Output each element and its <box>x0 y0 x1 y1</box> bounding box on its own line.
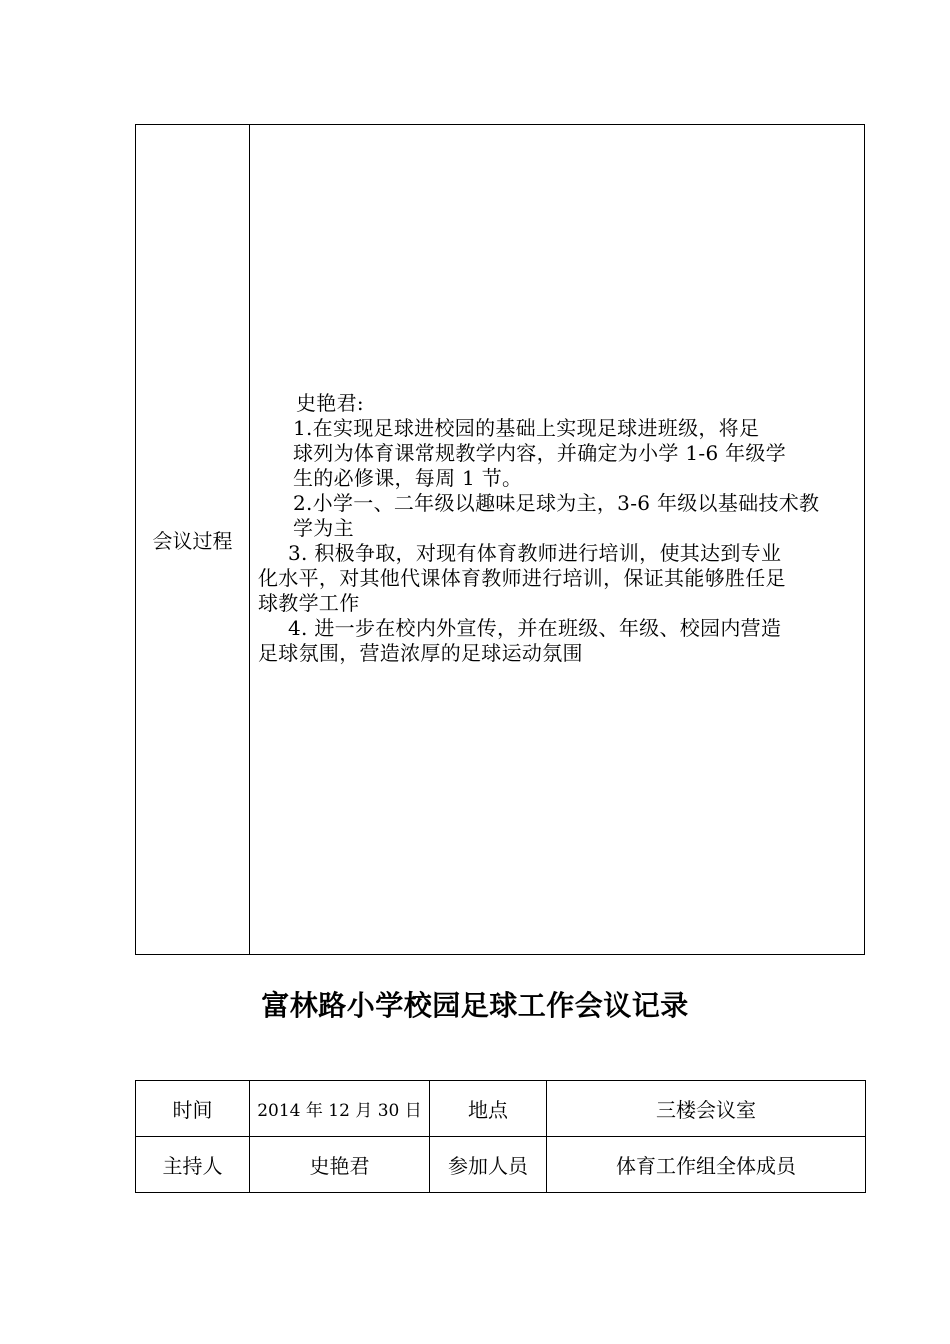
process-line: 足球氛围，营造浓厚的足球运动氛围 <box>258 641 583 665</box>
process-line: 球列为体育课常规教学内容，并确定为小学 1-6 年级学 <box>293 441 787 465</box>
info-row-time <box>136 1081 866 1137</box>
process-line: 生的必修课，每周 1 节。 <box>293 466 523 490</box>
host-value: 史艳君 <box>250 1137 430 1193</box>
speaker-name: 史艳君: <box>296 391 364 415</box>
place-label: 地点 <box>430 1081 547 1137</box>
meeting-process-table <box>135 124 865 955</box>
process-label: 会议过程 <box>152 529 233 553</box>
process-content-cell <box>250 125 864 954</box>
time-value: 2014 年 12 月 30 日 <box>250 1081 430 1137</box>
place-value: 三楼会议室 <box>547 1081 866 1137</box>
process-line: 学为主 <box>293 516 354 540</box>
process-line: 球教学工作 <box>258 591 360 615</box>
meeting-info-table <box>135 1080 866 1193</box>
participants-value: 体育工作组全体成员 <box>547 1137 866 1193</box>
process-line: 3. 积极争取，对现有体育教师进行培训，使其达到专业 <box>288 541 782 565</box>
process-line: 2.小学一、二年级以趣味足球为主，3-6 年级以基础技术教 <box>293 491 820 515</box>
host-label: 主持人 <box>136 1137 250 1193</box>
process-text <box>258 391 858 666</box>
process-line: 化水平，对其他代课体育教师进行培训，保证其能够胜任足 <box>258 566 786 590</box>
info-row-host <box>136 1137 866 1193</box>
participants-label: 参加人员 <box>430 1137 547 1193</box>
process-label-cell <box>136 125 250 954</box>
process-line: 1.在实现足球进校园的基础上实现足球进班级，将足 <box>293 416 760 440</box>
document-title: 富林路小学校园足球工作会议记录 <box>261 989 689 1022</box>
process-line: 4. 进一步在校内外宣传，并在班级、年级、校园内营造 <box>288 616 782 640</box>
time-label: 时间 <box>136 1081 250 1137</box>
